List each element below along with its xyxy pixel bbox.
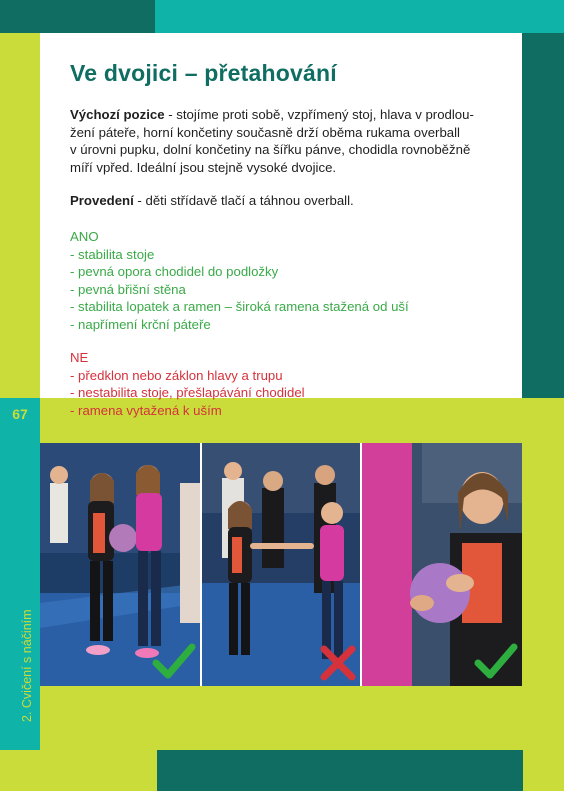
- starting-position-text: - stojíme proti sobě, vzpřímený stoj, hlava v prodlou-: [164, 107, 474, 122]
- photo-strip: [40, 443, 522, 686]
- no-list: [70, 349, 305, 419]
- right-bar-dark: [522, 33, 564, 398]
- execution-paragraph: [70, 192, 354, 210]
- no-list-item: - předklon nebo záklon hlavy a trupu: [70, 367, 283, 383]
- check-icon: [474, 641, 518, 681]
- starting-position-text: žení páteře, horní končetiny současně drží oběma rukama overball: [70, 124, 460, 140]
- yes-list-item: - stabilita stoje: [70, 246, 155, 262]
- page-number: 67: [12, 406, 28, 422]
- incorrect-pair-photo: [202, 443, 360, 686]
- correct-pair-photo: [40, 443, 200, 686]
- yes-list-item: - stabilita lopatek a ramen – široká ramena stažená od uší: [70, 299, 409, 315]
- content-card: [40, 33, 522, 398]
- top-bar-teal: [155, 0, 564, 33]
- execution-text: - děti střídavě tlačí a táhnou overball.: [133, 193, 354, 208]
- yes-list-item: - pevná opora chodidel do podložky: [70, 264, 279, 280]
- no-heading: NE: [70, 350, 89, 365]
- yes-list-item: - pevná břišní stěna: [70, 281, 186, 297]
- cross-icon: [318, 643, 358, 683]
- starting-position-label: Výchozí pozice: [70, 107, 165, 122]
- yes-list: [70, 228, 409, 334]
- execution-label: Provedení: [70, 193, 134, 208]
- top-bar-dark: [0, 0, 155, 33]
- bottom-bar-dark: [157, 750, 523, 791]
- page-title: Ve dvojici – přetahování: [70, 60, 337, 86]
- chapter-label: 2. Cvičení s náčiním: [20, 609, 34, 722]
- yes-list-item: - napřímení krční páteře: [70, 316, 211, 332]
- starting-position-text: míří vpřed. Ideální jsou stejně vysoké dvojice.: [70, 159, 337, 175]
- no-list-item: - nestabilita stoje, přešlapávání chodidel: [70, 385, 305, 401]
- closeup-photo: [362, 443, 522, 686]
- no-list-item: - ramena vytažená k uším: [70, 402, 222, 418]
- yes-heading: ANO: [70, 229, 99, 244]
- check-icon: [152, 641, 196, 681]
- starting-position-text: v úrovni pupku, dolní končetiny na šířku pánve, chodidla rovnoběžně: [70, 142, 471, 158]
- starting-position-paragraph: [70, 106, 508, 176]
